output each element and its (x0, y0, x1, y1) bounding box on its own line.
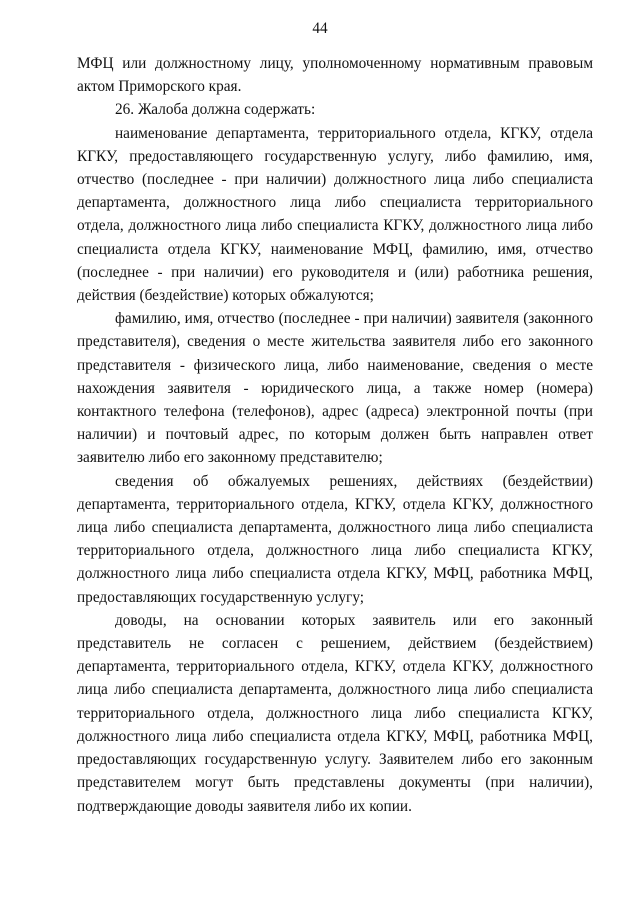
paragraph-applicant-info: фамилию, имя, отчество (последнее - при наличии) заявителя (законного представителя), сведения о месте жительства заявителя либо его законного представителя - физического лица, либо наименование, сведения о месте нахождения заявителя - юридического лица, а также номер (номера) контактного телефона (телефонов), адрес (адреса) электронной почты (при наличии) и почтовый адрес, по которым должен быть направлен ответ заявителю либо его законному представителю; (77, 310, 593, 467)
paragraph-naming: наименование департамента, территориального отдела, КГКУ, отдела КГКУ, предоставляющего государственную услугу, либо фамилию, имя, отчество (последнее - при наличии) должностного лица либо специалиста департамента, должностного лица либо специалиста территориального отдела, должностного лица либо специалиста КГКУ, должностного лица либо специалиста отдела КГКУ, наименование МФЦ, фамилию, имя, отчество (последнее - при наличии) его руководителя и (или) работника решения, действия (бездействие) которых обжалуются; (77, 124, 593, 305)
paragraph-item-26: 26. Жалоба должна содержать: (115, 101, 316, 119)
page-number: 44 (312, 20, 328, 37)
paragraph-appealed-decisions: сведения об обжалуемых решениях, действиях (бездействии) департамента, территориального отдела, КГКУ, отдела КГКУ, должностного лица либо специалиста департамента, должностного лица либо специалиста территориального отдела, должностного лица либо специалиста КГКУ, должностного лица либо специалиста отдела КГКУ, МФЦ, работника МФЦ, предоставляющих государственную услугу; (77, 472, 593, 606)
paragraph-continuation: МФЦ или должностному лицу, уполномоченному нормативным правовым актом Приморского края. (77, 55, 593, 96)
document-body (77, 52, 593, 818)
paragraph-arguments: доводы, на основании которых заявитель или его законный представитель не согласен с решением, действием (бездействием) департамента, территориального отдела, КГКУ, отдела КГКУ, должностного лица либо специалиста департамента, должностного лица либо специалиста территориального отдела, должностного лица либо специалиста КГКУ, должностного лица либо специалиста отдела КГКУ, МФЦ, работника МФЦ, предоставляющих государственную услугу. Заявителем либо его законным представителем могут быть представлены документы (при наличии), подтверждающие доводы заявителя либо их копии. (77, 611, 593, 815)
